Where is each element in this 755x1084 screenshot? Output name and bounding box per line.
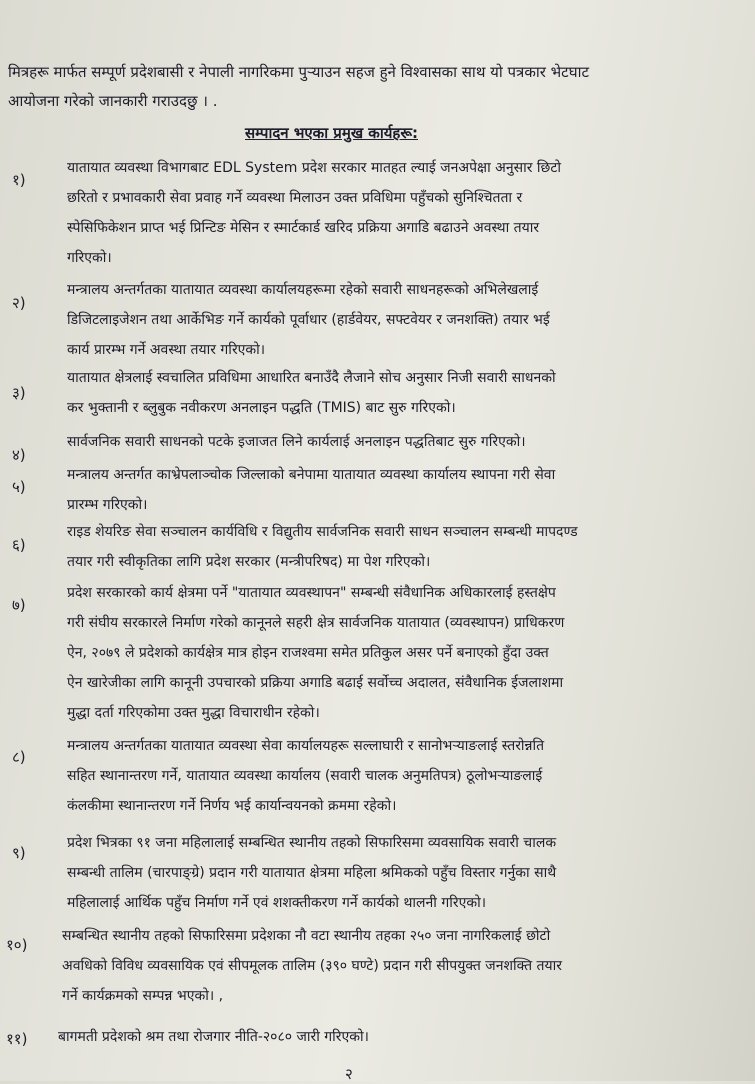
item-line: तयार गरी स्वीकृतिका लागि प्रदेश सरकार (मन्त्रीपरिषद) मा पेश गरिएको। bbox=[67, 554, 431, 570]
item-line: डिजिटलाइजेशन तथा आर्केभिङ गर्ने कार्यको पूर्वाधार (हार्डवेयर, सफ्टवेयर र जनशक्ति) तयार भई bbox=[67, 312, 550, 328]
item-line: सार्वजनिक सवारी साधनको पटके इजाजत लिने कार्यलाई अनलाइन पद्धतिबाट सुरु गरिएको। bbox=[67, 434, 526, 450]
item-number: ४) bbox=[12, 446, 26, 464]
item-line: छरितो र प्रभावकारी सेवा प्रवाह गर्ने व्यवस्था मिलाउन उक्त प्रविधिमा पहुँचको सुनिश्चितता र bbox=[67, 190, 523, 206]
item-text bbox=[67, 578, 722, 728]
item-line: प्रारम्भ गरिएको। bbox=[67, 497, 148, 513]
item-line: मन्त्रालय अन्तर्गतका यातायात व्यवस्था सेवा कार्यालयहरू सल्लाघारी र सानोभऱ्याङलाई स्तरोन्नति bbox=[67, 738, 545, 754]
item-line: प्रदेश सरकारको कार्य क्षेत्रमा पर्ने "यातायात व्यवस्थापन" सम्बन्धी संवैधानिक अधिकारलाई हस्तक्षेप bbox=[67, 585, 556, 601]
item-line: मन्त्रालय अन्तर्गत काभ्रेपलाञ्चोक जिल्लाको बनेपामा यातायात व्यवस्था कार्यालय स्थापना गरी सेवा bbox=[67, 467, 556, 483]
item-line: कार्य प्रारम्भ गर्ने अवस्था तयार गरिएको। bbox=[67, 342, 266, 358]
item-line: ऐन, २०७९ ले प्रदेशको कार्यक्षेत्र मात्र होइन राजश्वमा समेत प्रतिकुल असर पर्ने बनाएको हुँदा उक्त bbox=[67, 645, 549, 661]
item-line: ऐन खारेजीका लागि कानूनी उपचारको प्रक्रिया अगाडि बढाई सर्वोच्च अदालत, संवैधानिक ईजलाशमा bbox=[67, 675, 564, 691]
item-line: राइड शेयरिङ सेवा सञ्चालन कार्यविधि र विद्युतीय सार्वजनिक सवारी साधन सञ्चालन सम्बन्धी मापदण्ड bbox=[67, 524, 578, 540]
item-text bbox=[67, 828, 722, 918]
item-number: १) bbox=[12, 171, 26, 189]
item-line: यातायात व्यवस्था विभागबाट EDL System प्रदेश सरकार मातहत ल्याई जनअपेक्षा अनुसार छिटो bbox=[67, 160, 562, 176]
intro-line: मित्रहरू मार्फत सम्पूर्ण प्रदेशबासी र नेपाली नागरिकमा पुऱ्याउन सहज हुने विश्वासका साथ यो पत्रकार भेटघाट bbox=[8, 63, 590, 81]
item-text bbox=[67, 153, 722, 273]
item-line: मुद्धा दर्ता गरिएकोमा उक्त मुद्धा विचाराधीन रहेको। bbox=[67, 705, 320, 721]
item-text bbox=[67, 517, 722, 577]
item-text bbox=[58, 1022, 713, 1052]
item-line: सहित स्थानान्तरण गर्ने, यातायात व्यवस्था कार्यालय (सवारी चालक अनुमतिपत्र) ठूलोभऱ्याङलाई bbox=[67, 768, 543, 784]
item-line: सम्बन्धी तालिम (चारपाङ्ग्रे) प्रदान गरी यातायात क्षेत्रमा महिला श्रमिकको पहुँच विस्तार गर्नुका साथै bbox=[67, 865, 557, 881]
item-text bbox=[67, 427, 722, 457]
page-number: २ bbox=[345, 1065, 353, 1083]
item-text bbox=[67, 363, 722, 423]
item-number: ८) bbox=[12, 748, 26, 766]
item-text bbox=[67, 460, 722, 520]
item-number: ५) bbox=[12, 478, 26, 496]
item-number: ६) bbox=[12, 536, 26, 554]
item-line: महिलालाई आर्थिक पहुँच निर्माण गर्ने एवं शशक्तीकरण गर्ने कार्यको थालनी गरिएको। bbox=[67, 895, 487, 911]
item-text bbox=[62, 921, 717, 1011]
item-line: कंलकीमा स्थानान्तरण गर्ने निर्णय भई कार्यान्वयनको क्रममा रहेको। bbox=[67, 798, 397, 814]
item-line: गरी संघीय सरकारले निर्माण गरेको कानूनले सहरी क्षेत्र सार्वजनिक यातायात (व्यवस्थापन) प्राधिकरण bbox=[67, 615, 565, 631]
item-number: ११) bbox=[6, 1030, 28, 1048]
item-line: यातायात क्षेत्रलाई स्वचालित प्रविधिमा आधारित बनाउँदै लैजाने सोच अनुसार निजी सवारी साधनको bbox=[67, 370, 556, 386]
intro-line: आयोजना गरेको जानकारी गराउदछु । . bbox=[8, 92, 218, 110]
item-line: कर भुक्तानी र ब्लुबुक नवीकरण अनलाइन पद्धति (TMIS) बाट सुरु गरिएको। bbox=[67, 400, 456, 416]
item-number: ७) bbox=[12, 596, 26, 614]
item-number: २) bbox=[12, 294, 26, 312]
item-text bbox=[67, 731, 722, 821]
intro-paragraph bbox=[8, 58, 708, 116]
item-line: स्पेसिफिकेशन प्राप्त भई प्रिन्टिङ मेसिन र स्मार्टकार्ड खरिद प्रक्रिया अगाडि बढाउने अवस्था तयार bbox=[67, 220, 540, 236]
item-number: ३) bbox=[12, 384, 26, 402]
item-line: बागमती प्रदेशको श्रम तथा रोजगार नीति-२०८० जारी गरिएको। bbox=[58, 1029, 369, 1045]
item-line: प्रदेश भित्रका ९१ जना महिलालाई सम्बन्धित स्थानीय तहको सिफारिसमा व्यवसायिक सवारी चालक bbox=[67, 835, 557, 851]
item-line: गरिएको। bbox=[67, 250, 112, 266]
item-line: अवधिको विविध व्यवसायिक एवं सीपमूलक तालिम (३९० घण्टे) प्रदान गरी सीपयुक्त जनशक्ति तयार bbox=[62, 958, 562, 974]
item-line: सम्बन्धित स्थानीय तहको सिफारिसमा प्रदेशका नौ वटा स्थानीय तहका २५० जना नागरिकलाई छोटो bbox=[62, 928, 551, 944]
item-line: मन्त्रालय अन्तर्गतका यातायात व्यवस्था कार्यालयहरूमा रहेको सवारी साधनहरूको अभिलेखलाई bbox=[67, 282, 539, 298]
item-line: गर्ने कार्यक्रमको सम्पन्न भएको। , bbox=[62, 988, 224, 1004]
section-heading: सम्पादन भएका प्रमुख कार्यहरू: bbox=[245, 124, 419, 142]
item-number: १०) bbox=[6, 936, 28, 954]
item-text bbox=[67, 275, 722, 365]
item-number: ९) bbox=[12, 844, 26, 862]
